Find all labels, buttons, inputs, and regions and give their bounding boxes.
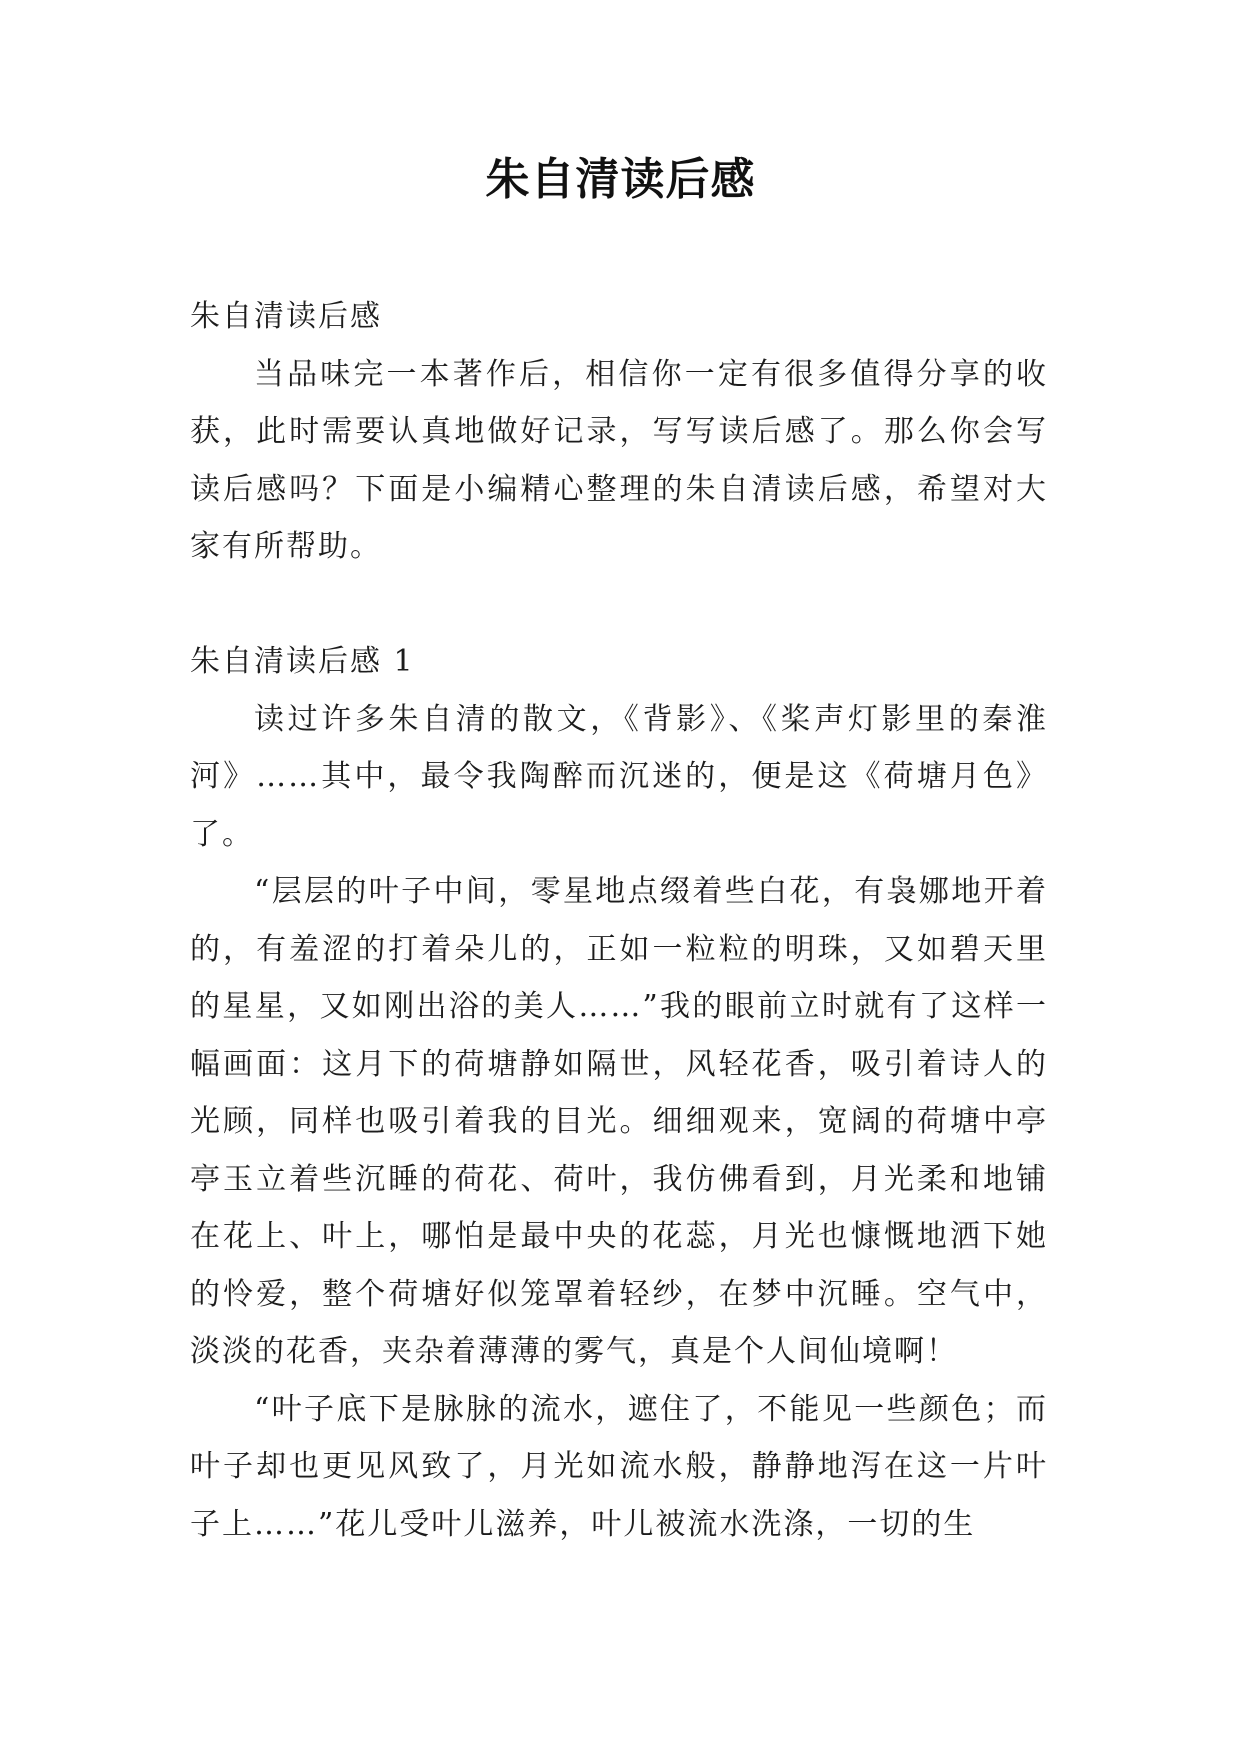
body-paragraph: “层层的叶子中间，零星地点缀着些白花，有袅娜地开着的，有羞涩的打着朵儿的，正如一粒粒的明珠，又如碧天里的星星，又如刚出浴的美人……”我的眼前立时就有了这样一幅画面：这月下的荷塘静如隔世，风轻花香，吸引着诗人的光顾，同样也吸引着我的目光。细细观来，宽阔的荷塘中亭亭玉立着些沉睡的荷花、荷叶，我仿佛看到，月光柔和地铺在花上、叶上，哪怕是最中央的花蕊，月光也慷慨地洒下她的怜爱，整个荷塘好似笼罩着轻纱，在梦中沉睡。空气中，淡淡的花香，夹杂着薄薄的雾气，真是个人间仙境啊！	[190, 874, 1048, 1369]
document-body	[190, 288, 1048, 1553]
intro-paragraph: 当品味完一本著作后，相信你一定有很多值得分享的收获，此时需要认真地做好记录，写写读后感了。那么你会写读后感吗？下面是小编精心整理的朱自清读后感，希望对大家有所帮助。	[190, 356, 1048, 564]
body-paragraph: “叶子底下是脉脉的流水，遮住了，不能见一些颜色；而叶子却也更见风致了，月光如流水般，静静地泻在这一片叶子上……”花儿受叶儿滋养，叶儿被流水洗涤，一切的生	[190, 1391, 1048, 1542]
section-spacer	[190, 576, 1048, 634]
document-subtitle: 朱自清读后感	[190, 299, 382, 334]
section-heading: 朱自清读后感 1	[190, 644, 415, 679]
document-title: 朱自清读后感	[485, 154, 756, 205]
body-paragraph: 读过许多朱自清的散文，《背影》、《桨声灯影里的秦淮河》……其中，最令我陶醉而沉迷的，便是这《荷塘月色》了。	[190, 701, 1048, 852]
